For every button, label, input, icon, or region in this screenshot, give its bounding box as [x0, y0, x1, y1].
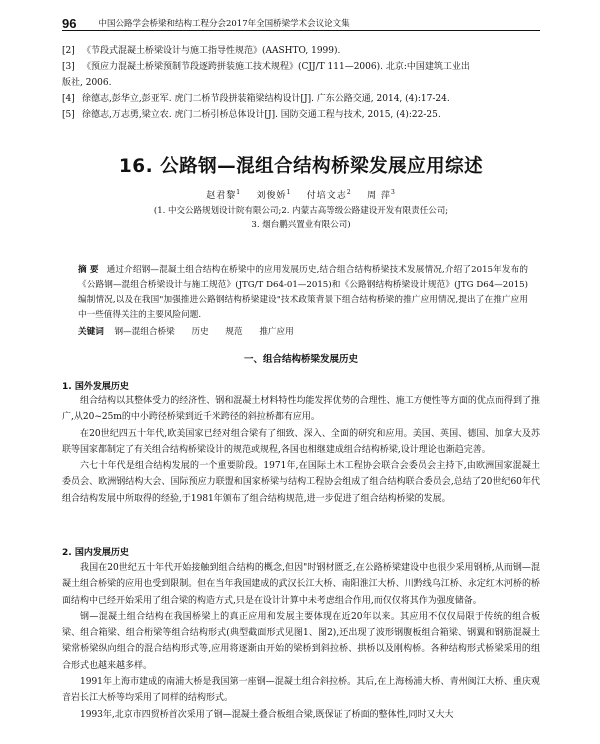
author-affiliation-mark: 2	[346, 189, 352, 196]
keyword: 历史	[191, 327, 209, 337]
author-affiliation-mark: 1	[236, 189, 242, 196]
affiliation-line: 3. 烟台鹏兴置业有限公司)	[251, 220, 351, 230]
reference-text: 《节段式混凝土桥梁设计与施工指导性规范》(AASHTO, 1999).	[82, 46, 341, 56]
affiliation-line: (1. 中交公路规划设计院有限公司;2. 内蒙古高等级公路建设开发有限责任公司;	[153, 206, 449, 216]
reference-item	[62, 107, 542, 123]
keyword: 推广应用	[259, 327, 294, 337]
section-heading: 一、组合结构桥梁发展历史	[243, 354, 358, 365]
reference-item	[62, 43, 542, 59]
reference-list	[62, 43, 542, 123]
paragraph: 1991年上海市建成的南浦大桥是我国第一座钢—混凝土组合斜拉桥。其后,在上海杨浦大桥、青州闽江大桥、重庆观音岩长江大桥等均采用了同样的结构形式。	[62, 677, 540, 704]
paragraph: 我国在20世纪五十年代开始接触到组合结构的概念,但因"时钢材匮乏,在公路桥梁建设中也很少采用钢桥,从而钢—混凝土组合桥梁的应用也受到限制。但在当年我国建成的武汉长江大桥、南阳淮江大桥、川黔线乌江桥、永定红木河桥的桥面结构中已经开始采用了组合梁的构造方式,只是在设计计算中未考虑组合作用,而仅仅将其作为强度储备。	[62, 563, 540, 606]
paragraph: 在20世纪四五十年代,欧美国家已经对组合梁有了细致、深入、全面的研究和应用。美国、英国、德国、加拿大及苏联等国家都制定了有关组合结构桥梁设计的规范或规程,各国也相继建成组合结构桥梁,设计理论也渐趋完善。	[62, 428, 540, 455]
abstract-label: 摘 要	[78, 265, 99, 275]
section-body	[62, 393, 540, 507]
subsection-heading: 1. 国外发展历史	[62, 382, 129, 392]
reference-number: [5]	[62, 110, 75, 120]
reference-number: [3]	[62, 62, 75, 72]
author-affiliation-mark: 3	[390, 189, 396, 196]
reference-continuation: 版社, 2006.	[62, 78, 112, 88]
reference-item	[62, 91, 542, 107]
running-title: 中国公路学会桥梁和结构工程分会2017年全国桥梁学术会议论文集	[98, 19, 350, 29]
paragraph: 钢—混凝土组合结构在我国桥梁上的真正应用和发展主要体现在近20年以来。其应用不仅仅局限于传统的组合板梁、组合箱梁、组合桁梁等组合结构形式(典型截面形式见图1、图2),还出现了波形钢腹板组合箱梁、钢翼和钢筋混凝土梁常桥梁纵向组合的混合结构形式等,应用将逐渐由开始的梁桥到斜拉桥、拱桥以及刚构桥。各种结构形式桥梁采用的组合形式也越来越多样。	[62, 611, 540, 671]
author-name: 付培文志	[306, 191, 347, 201]
affiliations	[62, 204, 540, 232]
reference-number: [4]	[62, 94, 75, 104]
keywords-label: 关键词	[78, 327, 104, 337]
subsection-heading: 2. 国内发展历史	[62, 548, 129, 558]
reference-text: 徐德志,万志勇,梁立农. 虎门二桥引桥总体设计[J]. 国防交通工程与技术, 2015, (4):22-25.	[82, 110, 441, 120]
article-title: 16. 公路钢—混组合结构桥梁发展应用综述	[118, 156, 484, 177]
keyword: 钢—混组合桥梁	[114, 327, 175, 337]
author-list	[62, 188, 540, 201]
reference-text: 《预应力混凝土桥梁预制节段逐跨拼装施工技术规程》(CJJ/T 111—2006). 北京:中国建筑工业出	[82, 62, 470, 72]
reference-number: [2]	[62, 46, 75, 56]
abstract-text: 通过介绍钢—混凝土组合结构在桥梁中的应用发展历史,结合组合结构桥梁技术发展情况,介绍了2015年发布的《公路钢—混组合桥梁设计与施工规范》(JTG/T D64-01—2015)和《公路钢结构桥梁设计规范》(JTG D64—2015)编制情况,以及在我国"加强推进公路钢结构桥梁建设"技术政策背景下组合结构桥梁的推广应用情况,提出了在推广应用中一些值得关注的主要风险问题.	[78, 265, 528, 320]
keyword: 规范	[225, 327, 243, 337]
running-header	[62, 16, 540, 31]
author-affiliation-mark: 1	[286, 189, 292, 196]
abstract	[78, 263, 528, 323]
reference-text: 徐德志,彭华立,彭亚军. 虎门二桥节段拼装箱梁结构设计[J]. 广东公路交通, 2014, (4):17-24.	[82, 94, 450, 104]
author-name: 赵君黎	[206, 191, 237, 201]
author-name: 刘俊娇	[256, 191, 287, 201]
reference-item	[62, 59, 542, 75]
keywords	[78, 325, 528, 339]
page-number: 96	[62, 16, 77, 31]
author-name: 周 萍	[367, 191, 391, 201]
section-body	[62, 560, 540, 723]
paragraph: 六七十年代是组合结构发展的一个重要阶段。1971年,在国际土木工程协会联合会委员会主持下,由欧洲国家混凝土委员会、欧洲钢结构大会、国际预应力联盟和国家桥梁与结构工程协会组成了组合结构联合委员会,总结了20世纪60年代组合结构发展中所取得的经验,于1981年颁布了组合结构规范,进一步促进了组合结构桥梁的发展。	[62, 461, 540, 504]
paragraph: 1993年,北京市四贸桥首次采用了钢—混凝土叠合板组合梁,既保证了桥面的整体性,同时又大大	[80, 709, 454, 720]
paragraph: 组合结构以其整体受力的经济性、钢和混凝土材料特性均能发挥优势的合理性、施工方便性等方面的优点而得到了推广,从20~25m的中小跨径桥梁到近千米跨径的斜拉桥都有应用。	[62, 396, 540, 423]
